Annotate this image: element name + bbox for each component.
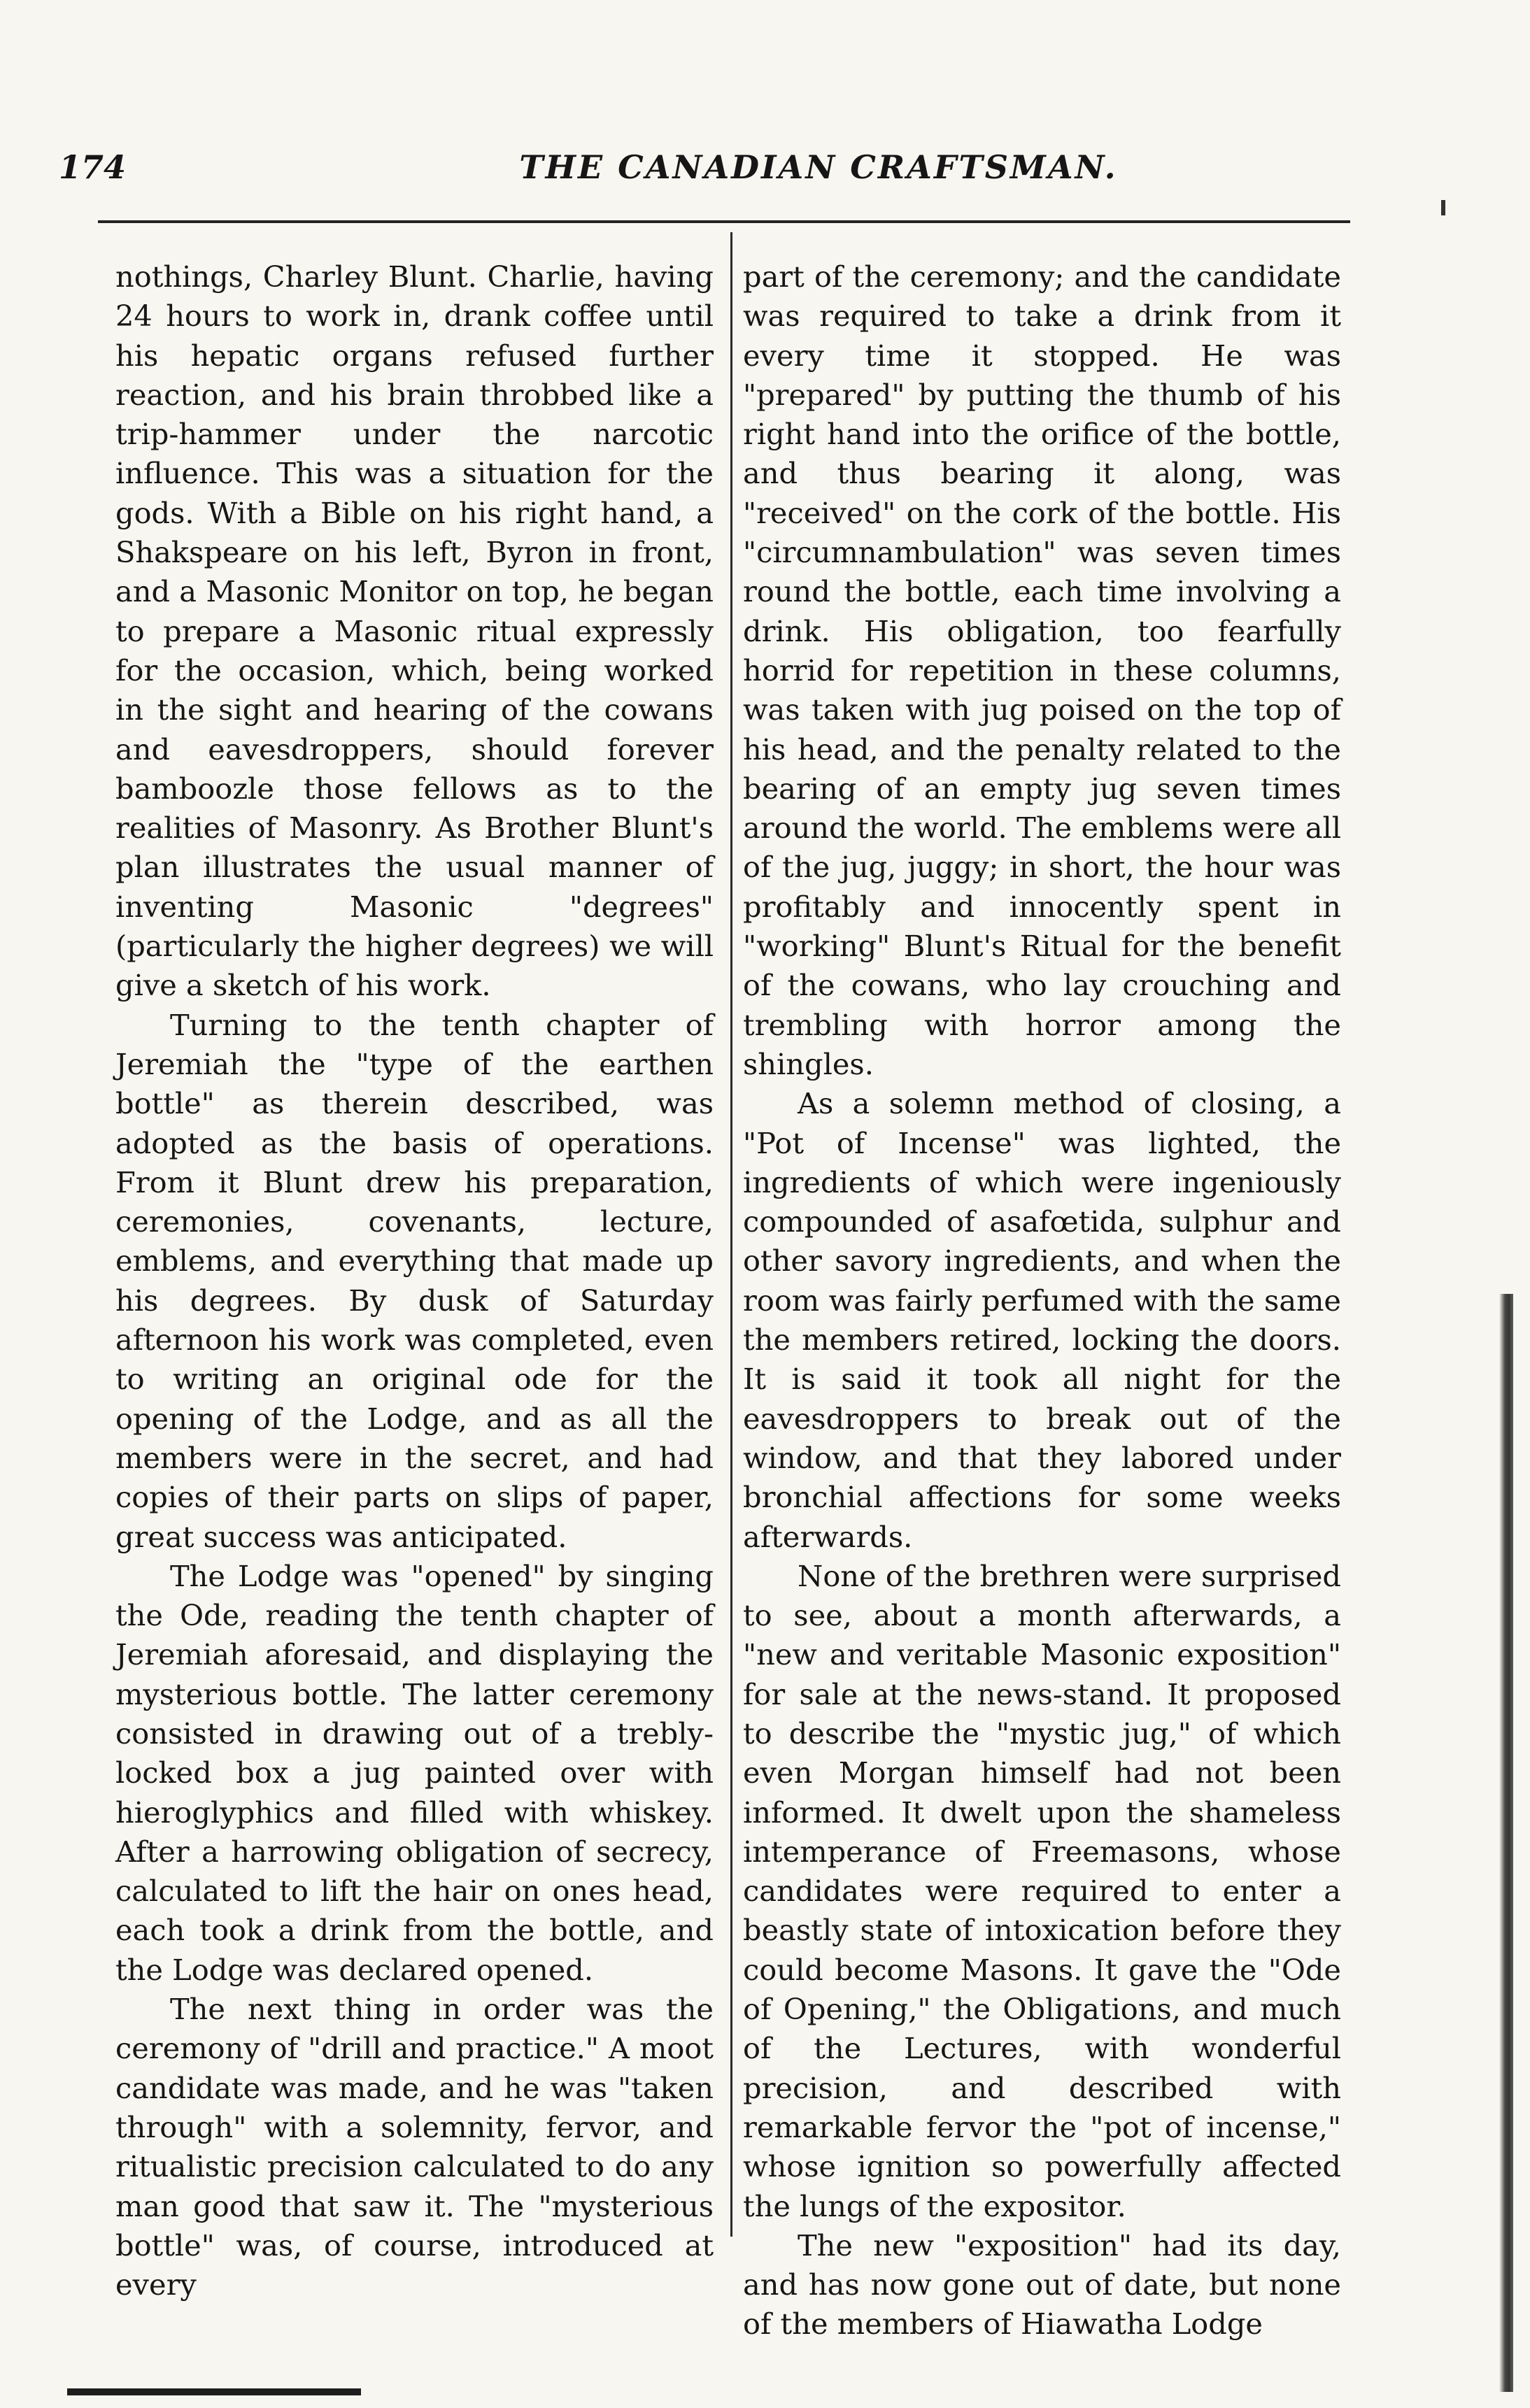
paragraph: None of the brethren were surprised to see, about a month afterwards, a "new and veritable Masonic exposition" for sale at the news-stand. It proposed to describe the "mystic jug," of which even Morgan himself had not been informed. It dwelt upon the shameless intemperance of Freemasons, whose candidates were required to enter a beastly state of intoxication before they could become Masons. It gave the "Ode of Opening," the Obligations, and much of the Lectures, with wonderful precision, and described with remarkable fervor the "pot of incense," whose ignition so powerfully affected the lungs of the expositor. (743, 1558, 1341, 2223)
column-rule (730, 232, 732, 2237)
left-column (115, 257, 714, 2304)
bottom-scan-mark (67, 2388, 361, 2395)
right-column (743, 257, 1341, 2344)
paragraph: As a solemn method of closing, a "Pot of Incense" was lighted, the ingredients of which were ingeniously compounded of asafœtida, sulphur and other savory ingredients, and when the room was fairly perfumed with the same the members retired, locking the doors. It is said it took all night for the eavesdroppers to break out of the window, and that they labored under bronchial affections for some weeks afterwards. (743, 1086, 1341, 1554)
header-rule (98, 220, 1350, 223)
paragraph: Turning to the tenth chapter of Jeremiah the "type of the earthen bottle" as therein described, was adopted as the basis of operations. From it Blunt drew his preparation, ceremonies, covenants, lecture, emblems, and everything that made up his degrees. By dusk of Saturday afternoon his work was completed, even to writing an original ode for the opening of the Lodge, and as all the members were in the secret, and had copies of their parts on slips of paper, great success was anticipated. (115, 1007, 714, 1554)
paragraph: The Lodge was "opened" by singing the Ode, reading the tenth chapter of Jeremiah aforesaid, and displaying the mysterious bottle. The latter ceremony consisted in drawing out of a trebly-locked box a jug painted over with hieroglyphics and filled with whiskey. After a harrowing obligation of secrecy, calculated to lift the hair on ones head, each took a drink from the bottle, and the Lodge was declared opened. (115, 1558, 714, 1987)
paragraph: part of the ceremony; and the candidate was required to take a drink from it every time it stopped. He was "prepared" by putting the thumb of his right hand into the orifice of the bottle, and thus bearing it along, was "received" on the cork of the bottle. His "circumnambulation" was seven times round the bottle, each time involving a drink. His obligation, too fearfully horrid for repetition in these columns, was taken with jug poised on the top of his head, and the penalty related to the bearing of an empty jug seven times around the world. The emblems were all of the jug, juggy; in short, the hour was profitably and innocently spent in "working" Blunt's Ritual for the benefit of the cowans, who lay crouching and trembling with horror among the shingles. (743, 259, 1341, 1081)
paragraph: The new "exposition" had its day, and has now gone out of date, but none of the members of Hiawatha Lodge (743, 2228, 1341, 2342)
page-number: 174 (59, 148, 127, 186)
binding-edge-shadow (1499, 1294, 1513, 2392)
paragraph: The next thing in order was the ceremony of "drill and practice." A moot candidate was made, and he was "taken through" with a solemnity, fervor, and ritualistic precision calculated to do any man good that saw it. The "mysterious bottle" was, of course, introduced at every (115, 1992, 714, 2302)
stray-ink-mark (1441, 200, 1445, 215)
paragraph: nothings, Charley Blunt. Charlie, having 24 hours to work in, drank coffee until his hepatic organs refused further reaction, and his brain throbbed like a trip-hammer under the narcotic influence. This was a situation for the gods. With a Bible on his right hand, a Shakspeare on his left, Byron in front, and a Masonic Monitor on top, he began to prepare a Masonic ritual expressly for the occasion, which, being worked in the sight and hearing of the cowans and eavesdroppers, should forever bamboozle those fellows as to the realities of Masonry. As Brother Blunt's plan illustrates the usual manner of inventing Masonic "degrees" (particularly the higher degrees) we will give a sketch of his work. (115, 259, 714, 1003)
running-title: THE CANADIAN CRAFTSMAN. (519, 148, 1118, 186)
